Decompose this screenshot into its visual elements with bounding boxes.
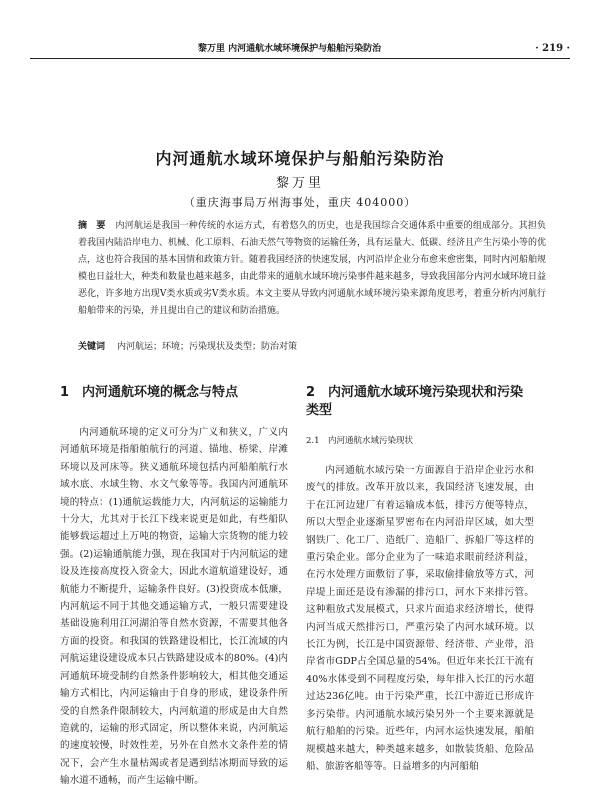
- right-column: [306, 384, 534, 775]
- keywords: [78, 340, 546, 354]
- running-head: 黎万里 内河通航水域环境保护与船舶污染防治: [198, 44, 382, 54]
- article-affiliation: （重庆海事局万州海事处，重庆 404000）: [183, 196, 417, 209]
- abstract: [78, 218, 546, 320]
- keywords-label: 关键词: [78, 342, 106, 352]
- article-title: 内河通航水域环境保护与船舶污染防治: [155, 149, 445, 168]
- header-rule: [30, 58, 570, 59]
- page-number: · 219 ·: [535, 43, 570, 54]
- section-2-paragraph: 内河通航水域污染一方面源自于沿岸企业污水和废气的排放。改革开放以来，我国经济飞速发展，由于在江河边建厂有着运输成本低，排污方便等特点，所以大型企业逐渐星罗密布在内河沿岸区域，如大型钢铁厂、化工厂、造纸厂、造船厂、拆船厂等这样的重污染企业。部分企业为了一味追求眼前经济利益，在污水处理方面敷衍了事，采取偷排偷放等方式，河岸堤上面还是设有渗漏的排污口，河水下来排污管。这种粗放式发展模式，只求片面追求经济增长，使得内河当成天然排污口，严重污染了内河水域环境。以长江为例，长江是中国资源带、经济带、产业带，沿岸省市GDP占全国总量的54%。但近年来长江干流有40%水体受到不同程度污染，每年排入长江的污水超过达236亿吨。由于污染严重，长江中游近已形成许多污染带。内河通航水域污染另外一个主要来源就是航行船舶的污染。近些年，内河水运快速发展，船舶规模越来越大，种类越来越多，如散装货船、危险品船、旅游客船等等。日益增多的内河船舶: [306, 465, 534, 772]
- section-1-heading: 1 内河通航环境的概念与特点: [60, 385, 239, 400]
- running-header: [30, 42, 570, 56]
- article-author: 黎万里: [275, 176, 324, 191]
- section-2-1-subheading: 2.1 内河通航水域污染现状: [306, 436, 414, 446]
- section-1-paragraph: 内河通航环境的定义可分为广义和狭义，广义内河通航环境是指船舶航行的河道、锚地、桥梁、岸滩环境以及河床等。狭义通航环境包括内河船舶航行水域水底、水域生物、水文气象等等。我国内河通航环境的特点：(1)通航运载能力大，内河航运的运输能力十分大，尤其对于长江下线来说更是如此，有些船队能够载运超过上万吨的物资，运输大宗货物的能力较强。(2)运输通航能力强，现在我国对于内河航运的建设及连接高度投入资金大，因此水道航道建设好，通航能力不断提升，运输条件良好。(3)投资成本低廉，内河航运不同于其他交通运输方式，一般只需要建设基础设施利用江河湖泊等自然水资源，不需要其他各方面的投资。和我国的铁路建设相比，长江流域的内河航运建设建设成本只占铁路建设成本的80%。(4)内河通航环境受制约自然条件影响较大，相其他交通运输方式相比，内河运输由于自身的形成，建设条件所受的自然条件限制较大，内河航道的形成是由大自然造就的，运输的形式固定，所以整体来说，内河航运的速度较慢，时效性差，另外在自然水文条件差的情况下，会产生水量枯竭或者是遇到结冰期而导致的运输水道不通畅，而产生运输中断。: [60, 427, 288, 787]
- abstract-label: 摘 要: [78, 221, 106, 231]
- abstract-text: 内河航运是我国一种传统的水运方式，有着悠久的历史，也是我国综合交通体系中重要的组成部分。其担负着我国内陆沿岸电力、机械、化工原料、石油天然气等物资的运输任务，具有运量大、低碳、经济且产生污染小等的优点，这也符合我国的基本国情和政策方针。随着我国经济的快速发展，内河沿岸企业分布愈来愈密集，同时内河船舶规模也日益壮大，种类和数量也越来越多，由此带来的通航水域环境污染事件越来越多，导致我国部分内河水域环境日益恶化，许多地方出现Ⅴ类水质或劣Ⅴ类水质。本文主要从导致内河通航水域环境污染来源角度思考，着重分析内河航行船舶带来的污染，并且提出自己的建议和防治措施。: [78, 221, 547, 316]
- keywords-text: 内河航运；环境；污染现状及类型；防治对策: [117, 342, 298, 352]
- left-column: [60, 384, 288, 790]
- section-2-heading: 2 内河通航水域环境污染现状和污染类型: [306, 385, 524, 418]
